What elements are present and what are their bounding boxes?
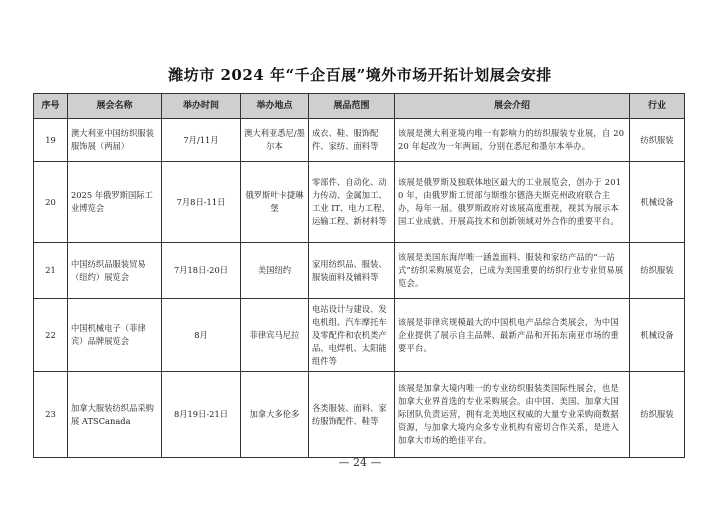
table-row [34, 243, 685, 299]
table-row [34, 162, 685, 243]
row-place: 加拿大多伦多 [241, 372, 309, 458]
row-scope: 电站设计与建设、发电机组、汽车摩托车及零配件和农机类产品、电焊机、太阳能组件等 [309, 299, 395, 372]
row-name: 澳大利亚中国纺织服装服饰展（两届） [68, 119, 162, 162]
header-no: 序号 [34, 94, 68, 119]
row-place: 澳大利亚悉尼/墨尔本 [241, 119, 309, 162]
row-industry: 纺织服装 [630, 243, 685, 299]
header-intro: 展会介绍 [395, 94, 630, 119]
exhibition-table [33, 93, 685, 458]
page-title: 潍坊市 2024 年“千企百展”境外市场开拓计划展会安排 [168, 66, 552, 84]
row-place: 菲律宾马尼拉 [241, 299, 309, 372]
table-row [34, 372, 685, 458]
page-number: — 24 — [338, 456, 382, 469]
row-intro: 该展是俄罗斯及独联体地区最大的工业展览会，创办于 2010 年，由俄罗斯工贸部与斯维尔德洛夫斯克州政府联合主办，每年一届。俄罗斯政府对该展高度重视，视其为展示本国工业成就、开展高技术和创新领域对外合作的重要平台。 [395, 162, 630, 243]
row-intro: 该展是菲律宾规模最大的中国机电产品综合类展会，为中国企业提供了展示自主品牌、最新产品和开拓东南亚市场的重要平台。 [395, 299, 630, 372]
row-name: 2025 年俄罗斯国际工业博览会 [68, 162, 162, 243]
row-intro: 该展是澳大利亚境内唯一有影响力的纺织服装专业展，自 2020 年起改为一年两届，分别在悉尼和墨尔本举办。 [395, 119, 630, 162]
row-time: 7月8日-11日 [162, 162, 241, 243]
row-scope: 家用纺织品、服装、服装面料及辅料等 [309, 243, 395, 299]
row-name: 加拿大服装纺织品采购展 ATSCanada [68, 372, 162, 458]
row-scope: 零部件、自动化、动力传动、金属加工、工业 IT、电力工程、运输工程、新材料等 [309, 162, 395, 243]
row-no: 23 [34, 372, 68, 458]
header-time: 举办时间 [162, 94, 241, 119]
header-place: 举办地点 [241, 94, 309, 119]
row-name: 中国纺织品服装贸易（纽约）展览会 [68, 243, 162, 299]
row-industry: 机械设备 [630, 162, 685, 243]
row-no: 20 [34, 162, 68, 243]
row-place: 俄罗斯叶卡捷琳堡 [241, 162, 309, 243]
row-name: 中国机械电子（菲律宾）品牌展览会 [68, 299, 162, 372]
table-header-row [34, 94, 685, 119]
header-scope: 展品范围 [309, 94, 395, 119]
row-industry: 纺织服装 [630, 372, 685, 458]
row-time: 7月18日-20日 [162, 243, 241, 299]
row-scope: 各类服装、面料、家纺服饰配件、鞋等 [309, 372, 395, 458]
header-industry: 行业 [630, 94, 685, 119]
row-industry: 机械设备 [630, 299, 685, 372]
row-no: 19 [34, 119, 68, 162]
row-industry: 纺织服装 [630, 119, 685, 162]
table-row [34, 299, 685, 372]
row-time: 7月/11月 [162, 119, 241, 162]
row-intro: 该展是美国东海岸唯一涵盖面料、服装和家纺产品的“一站式”纺织采购展览会，已成为美国重要的纺织行业专业贸易展览会。 [395, 243, 630, 299]
header-name: 展会名称 [68, 94, 162, 119]
row-scope: 成衣、鞋、服饰配件、家纺、面料等 [309, 119, 395, 162]
row-intro: 该展是加拿大境内唯一的专业纺织服装类国际性展会，也是加拿大业界首选的专业采购展会。由中国、美国、加拿大国际团队负责运营，拥有北美地区权威的大量专业采购商数据资源，与加拿大境内众多专业机构有密切合作关系，是进入加拿大市场的绝佳平台。 [395, 372, 630, 458]
row-time: 8月 [162, 299, 241, 372]
table-row [34, 119, 685, 162]
row-no: 21 [34, 243, 68, 299]
row-place: 美国纽约 [241, 243, 309, 299]
row-time: 8月19日-21日 [162, 372, 241, 458]
row-no: 22 [34, 299, 68, 372]
